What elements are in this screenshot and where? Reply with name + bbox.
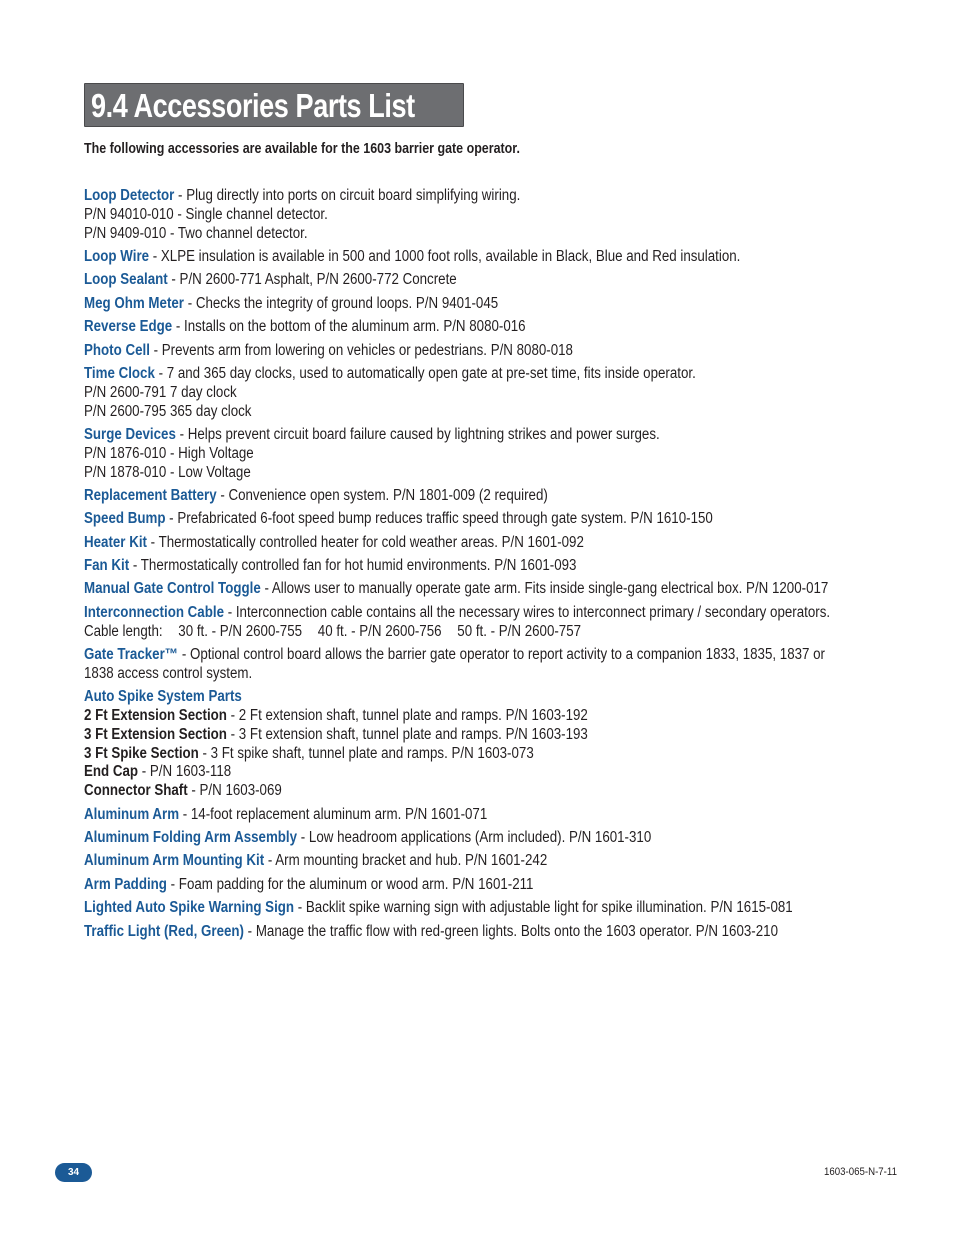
accessory-loop-sealant [84,271,867,290]
spike-part-name: 3 Ft Spike Section [84,744,199,762]
accessory-arm-padding [84,876,867,895]
cable-length-line [84,623,867,642]
accessory-aluminum-arm-mounting-kit [84,852,867,871]
part-number-line: P/N 2600-795 365 day clock [84,402,252,420]
accessory-meg-ohm-meter [84,295,867,314]
spike-part-name: End Cap [84,763,139,781]
spike-part-name: 3 Ft Extension Section [84,725,227,743]
spike-part-item [84,745,867,764]
cable-length-option: 50 ft. - P/N 2600-757 [457,622,582,640]
accessory-term: Loop Sealant [84,271,168,289]
accessory-term: Reverse Edge [84,318,173,336]
accessory-aluminum-arm [84,806,867,825]
accessory-term: Lighted Auto Spike Warning Sign [84,899,295,917]
accessory-interconnection-cable [84,604,867,642]
accessory-desc: - Interconnection cable contains all the necessary wires to interconnect primary / secondary operators. [223,603,831,621]
accessory-term: Replacement Battery [84,486,217,504]
accessory-term: Time Clock [84,364,155,382]
accessory-term: Loop Wire [84,247,150,265]
accessory-auto-spike-system-parts [84,688,867,801]
accessory-term: Speed Bump [84,510,166,528]
spike-part-desc: - 3 Ft extension shaft, tunnel plate and ramps. P/N 1603-193 [226,725,588,743]
part-number-line: P/N 2600-791 7 day clock [84,383,237,401]
accessory-desc: - Installs on the bottom of the aluminum arm. P/N 8080-016 [172,318,526,336]
accessory-desc: - Checks the integrity of ground loops. P/N 9401-045 [183,294,499,312]
accessory-term: Arm Padding [84,875,167,893]
part-number-line: P/N 1878-010 - Low Voltage [84,463,251,481]
accessory-desc: - Foam padding for the aluminum or wood arm. P/N 1601-211 [166,875,534,893]
accessory-term: Aluminum Arm Mounting Kit [84,852,265,870]
accessory-desc: - Prefabricated 6-foot speed bump reduces traffic speed through gate system. P/N 1610-150 [165,510,713,528]
accessory-gate-tracker [84,646,867,684]
part-number-line: P/N 1876-010 - High Voltage [84,444,254,462]
accessory-speed-bump [84,510,867,529]
accessory-traffic-light [84,923,867,942]
accessory-desc: - Low headroom applications (Arm included). P/N 1601-310 [297,829,652,846]
accessory-term: Heater Kit [84,533,147,551]
accessory-desc: - Prevents arm from lowering on vehicles or pedestrians. P/N 8080-018 [149,341,573,359]
accessory-desc: - Convenience open system. P/N 1801-009 (2 required) [216,486,548,504]
accessory-term: Meg Ohm Meter [84,294,184,312]
cable-length-option: 30 ft. - P/N 2600-755 [178,622,303,640]
spike-part-desc: - 3 Ft spike shaft, tunnel plate and ramps. P/N 1603-073 [198,744,534,762]
description-continuation: 1838 access control system. [84,664,253,682]
spike-part-name: Connector Shaft [84,782,188,800]
accessory-desc: - Optional control board allows the barrier gate operator to report activity to a companion 1833, 1835, 1837 or [178,646,826,664]
page-title: 9.4 Accessories Parts List [91,87,415,124]
accessory-term: Interconnection Cable [84,603,224,621]
accessory-heater-kit [84,534,867,553]
spike-part-item [84,763,867,782]
spike-part-desc: - 2 Ft extension shaft, tunnel plate and ramps. P/N 1603-192 [226,707,588,725]
accessory-term: Manual Gate Control Toggle [84,580,261,598]
accessory-desc: - Thermostatically controlled heater for cold weather areas. P/N 1601-092 [146,533,584,551]
accessory-desc: - Manage the traffic flow with red-green lights. Bolts onto the 1603 operator. P/N 1603-210 [243,922,778,940]
accessory-term: Aluminum Folding Arm Assembly [84,829,298,846]
intro-text: The following accessories are available for the 1603 barrier gate operator. [84,141,520,157]
accessory-desc: - Plug directly into ports on circuit board simplifying wiring. [174,187,521,204]
spike-part-desc: - P/N 1603-118 [138,763,232,781]
spike-part-item [84,707,867,726]
accessory-term: Traffic Light (Red, Green) [84,922,244,940]
accessory-time-clock [84,365,867,421]
accessory-term: Photo Cell [84,341,150,359]
accessory-surge-devices [84,426,867,482]
accessory-manual-gate-control-toggle [84,580,867,599]
accessory-term: Gate Tracker™ [84,646,179,664]
accessory-photo-cell [84,342,867,361]
accessory-aluminum-folding-arm-assembly [84,829,867,848]
accessory-loop-wire [84,248,867,267]
accessory-desc: - XLPE insulation is available in 500 and 1000 foot rolls, available in Black, Blue and Red insulation. [149,247,741,265]
accessory-term: Auto Spike System Parts [84,688,242,706]
cable-length-option: 40 ft. - P/N 2600-756 [317,622,442,640]
spike-part-item [84,726,867,745]
accessory-desc: - 14-foot replacement aluminum arm. P/N 1601-071 [179,805,488,823]
cable-length-label: Cable length: [84,622,163,640]
accessories-list [84,187,867,946]
accessory-desc: - Allows user to manually operate gate arm. Fits inside single-gang electrical box. P/N 1200-017 [260,580,829,598]
accessory-reverse-edge [84,318,867,337]
accessory-desc: - Thermostatically controlled fan for hot humid environments. P/N 1601-093 [129,557,577,575]
accessory-desc: - Backlit spike warning sign with adjustable light for spike illumination. P/N 1615-081 [294,899,793,917]
part-number-line: P/N 9409-010 - Two channel detector. [84,224,308,242]
part-number-line: P/N 94010-010 - Single channel detector. [84,205,328,223]
spike-part-name: 2 Ft Extension Section [84,707,227,725]
accessory-desc: - Arm mounting bracket and hub. P/N 1601-242 [264,852,548,870]
accessory-term: Fan Kit [84,557,130,575]
accessory-term: Loop Detector [84,187,175,204]
accessory-desc: - Helps prevent circuit board failure caused by lightning strikes and power surges. [175,425,660,443]
accessory-replacement-battery [84,487,867,506]
spike-part-item [84,782,867,801]
accessory-term: Aluminum Arm [84,805,180,823]
page-number: 34 [55,1163,92,1182]
accessory-fan-kit [84,557,867,576]
spike-part-desc: - P/N 1603-069 [187,782,282,800]
accessory-loop-detector [84,187,867,243]
accessory-desc: - 7 and 365 day clocks, used to automatically open gate at pre-set time, fits inside operator. [154,364,696,382]
page-title-box [84,83,464,127]
accessory-lighted-auto-spike-warning-sign [84,899,867,918]
accessory-term: Surge Devices [84,425,176,443]
accessory-desc: - P/N 2600-771 Asphalt, P/N 2600-772 Concrete [167,271,457,289]
document-code: 1603-065-N-7-11 [823,1166,897,1178]
